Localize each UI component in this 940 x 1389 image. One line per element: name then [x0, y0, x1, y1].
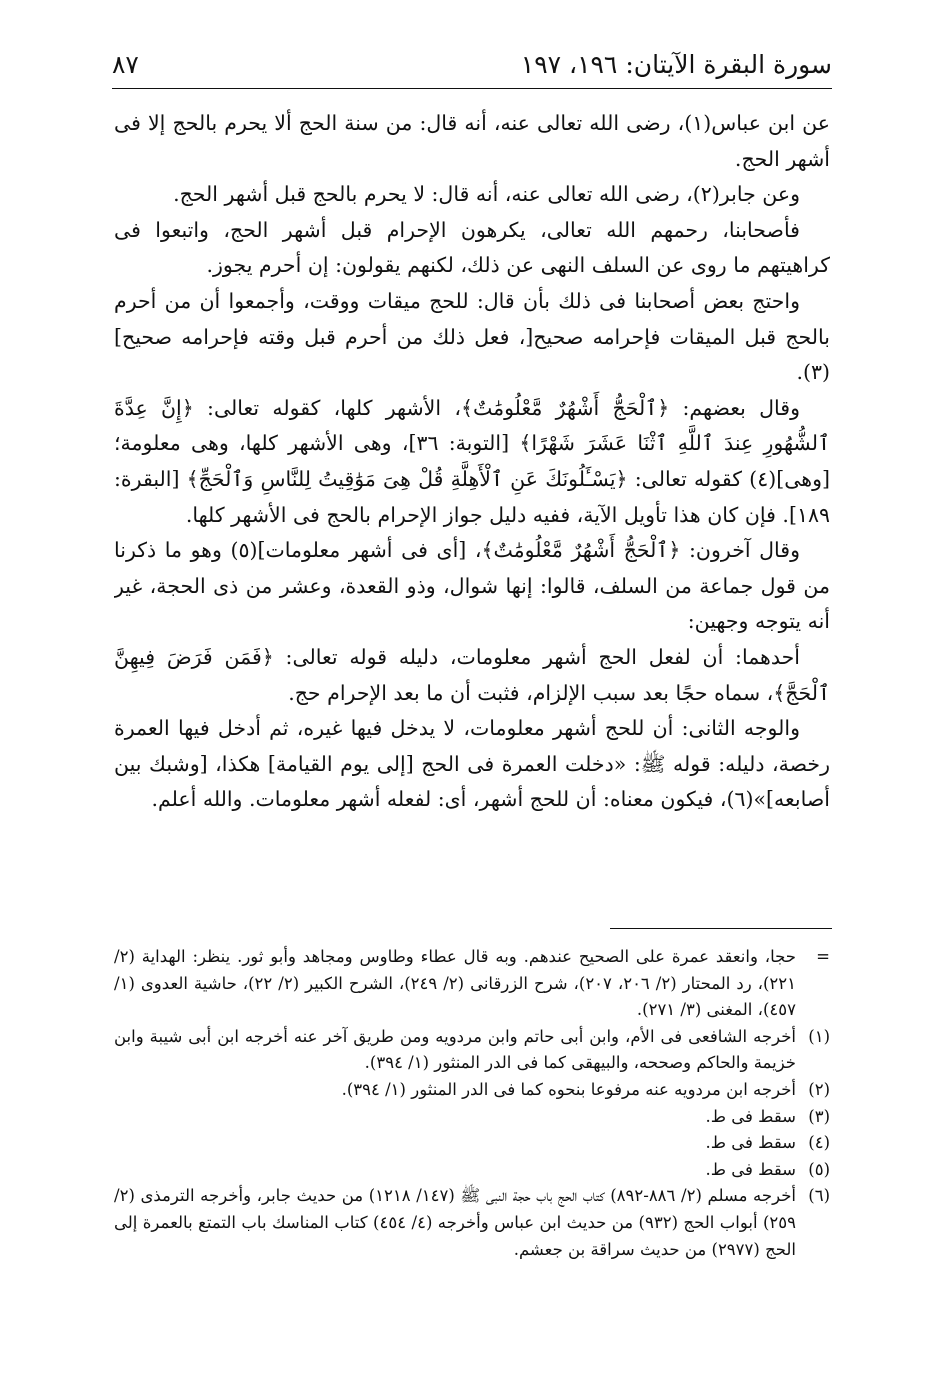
main-text	[114, 106, 830, 914]
footnote	[114, 1104, 830, 1131]
paragraph: فأصحابنا، رحمهم الله تعالى، يكرهون الإحرام قبل أشهر الحج، واتبعوا فى كراهيتهم ما روى عن السلف النهى عن ذلك، لكنهم يقولون: إن أحرم يجوز.	[114, 217, 830, 278]
paragraph: وقال بعضهم: ﴿ٱلْحَجُّ أَشْهُرٌ مَّعْلُومَٰتٌ﴾، الأشهر كلها، كقوله تعالى: ﴿إِنَّ عِدَّةَ ٱلشُّهُورِ عِندَ ٱللَّهِ ٱثْنَا عَشَرَ شَهْرًا﴾ [التوبة: ٣٦]، وهى الأشهر كلها، وهى معلومة؛ [وهى](٤) كقوله تعالى: ﴿يَسْـَٔلُونَكَ عَنِ ٱلْأَهِلَّةِ قُلْ هِىَ مَوَٰقِيتُ لِلنَّاسِ وَٱلْحَجِّ﴾ [البقرة: ١٨٩]. فإن كان هذا تأويل الآية، ففيه دليل جواز الإحرام بالحج فى الأشهر كلها.	[114, 395, 830, 527]
footnote	[114, 1130, 830, 1157]
footnote	[114, 1157, 830, 1184]
footnote-mark: (٣)	[808, 1106, 830, 1126]
footnote-rule	[610, 928, 832, 929]
footnote-mark: (٥)	[808, 1159, 830, 1179]
footnote	[114, 1183, 830, 1263]
footnote	[114, 944, 830, 1024]
running-title: سورة البقرة الآيتان: ١٩٦، ١٩٧	[520, 50, 832, 79]
footnote-text: أخرجه ابن مردويه عنه مرفوعا بنحوه كما فى الدر المنثور (١/ ٣٩٤).	[341, 1079, 796, 1099]
header-rule	[112, 88, 832, 89]
paragraph: واحتج بعض أصحابنا فى ذلك بأن قال: للحج ميقات ووقت، وأجمعوا أن من أحرم بالحج قبل الميقات فإحرامه صحيح[، فعل ذلك من أحرم قبل وقته فإحرامه صحيح](٣).	[114, 288, 830, 385]
paragraph: أحدهما: أن لفعل الحج أشهر معلومات، دليله قوله تعالى: ﴿فَمَن فَرَضَ فِيهِنَّ ٱلْحَجَّ﴾، سماه حجًا بعد سبب الإلزام، فثبت أن ما بعد الإحرام حج.	[114, 644, 830, 705]
page-header	[112, 48, 832, 88]
footnote-text: سقط فى ط.	[705, 1159, 796, 1179]
footnote-text: سقط فى ط.	[705, 1133, 796, 1153]
page-number: ٨٧	[112, 50, 139, 79]
paragraph: عن ابن عباس(١)، رضى الله تعالى عنه، أنه قال: من سنة الحج ألا يحرم بالحج إلا فى أشهر الحج.	[114, 111, 830, 171]
paragraph: وقال آخرون: ﴿ٱلْحَجُّ أَشْهُرٌ مَّعْلُومَٰتٌ﴾، [أى فى أشهر معلومات](٥) وهو ما ذكرنا من قول جماعة من السلف، قالوا: إنها شوال، وذو القعدة، وعشر من ذى الحجة، غير أنه يتوجه وجهين:	[114, 538, 830, 634]
footnotes	[114, 944, 830, 1314]
footnote-text: أخرجه مسلم (٢/ ٨٨٦-٨٩٢) كتاب الحج باب حجة النبى ﷺ (١٤٧/ ١٢١٨) من حديث جابر، وأخرجه الترمذى (٢/ ٢٥٩) أبواب الحج (٩٣٢) من حديث ابن عباس وأخرجه (٤/ ٤٥٤) كتاب المناسك باب التمتع بالعمرة إلى الحج (٢٩٧٧) من حديث سراقة بن جعشم.	[114, 1186, 797, 1259]
footnote	[114, 1077, 830, 1104]
footnote-text: أخرجه الشافعى فى الأم، وابن أبى حاتم وابن مردويه ومن طريق آخر عنه أخرجه ابن أبى شيبة وابن خزيمة والحاكم وصححه، والبيهقى كما فى الدر المنثور (١/ ٣٩٤).	[114, 1026, 796, 1073]
footnote-mark: (٦)	[808, 1186, 830, 1206]
footnote-mark: =	[816, 947, 830, 966]
footnote-text: سقط فى ط.	[705, 1106, 796, 1126]
footnote-mark: (٢)	[808, 1079, 830, 1099]
paragraph: والوجه الثانى: أن للحج أشهر معلومات، لا يدخل فيها غيره، ثم أدخل فيها العمرة رخصة، دليله: قوله ﷺ: «دخلت العمرة فى الحج [إلى يوم القيامة] هكذا، [وشبك بين أصابعه]»(٦)، فيكون معناه: أن للحج أشهر، أى: لفعله أشهر معلومات. والله أعلم.	[114, 716, 830, 812]
footnote-text: حجا، وانعقد عمرة على الصحيح عندهم. وبه قال عطاء وطاوس ومجاهد وأبو ثور. ينظر: الهداية (٢/ ٢٢١)، رد المحتار (٢/ ٢٠٦، ٢٠٧)، شرح الزرقانى (٢/ ٢٤٩)، الشرح الكبير (٢/ ٢٢)، حاشية العدوى (١/ ٤٥٧)، المغنى (٣/ ٢٧١).	[114, 947, 796, 1020]
footnote-mark: (٤)	[808, 1133, 830, 1153]
footnote-mark: (١)	[808, 1026, 830, 1046]
paragraph: وعن جابر(٢)، رضى الله تعالى عنه، أنه قال: لا يحرم بالحج قبل أشهر الحج.	[173, 182, 800, 207]
footnote	[114, 1024, 830, 1077]
